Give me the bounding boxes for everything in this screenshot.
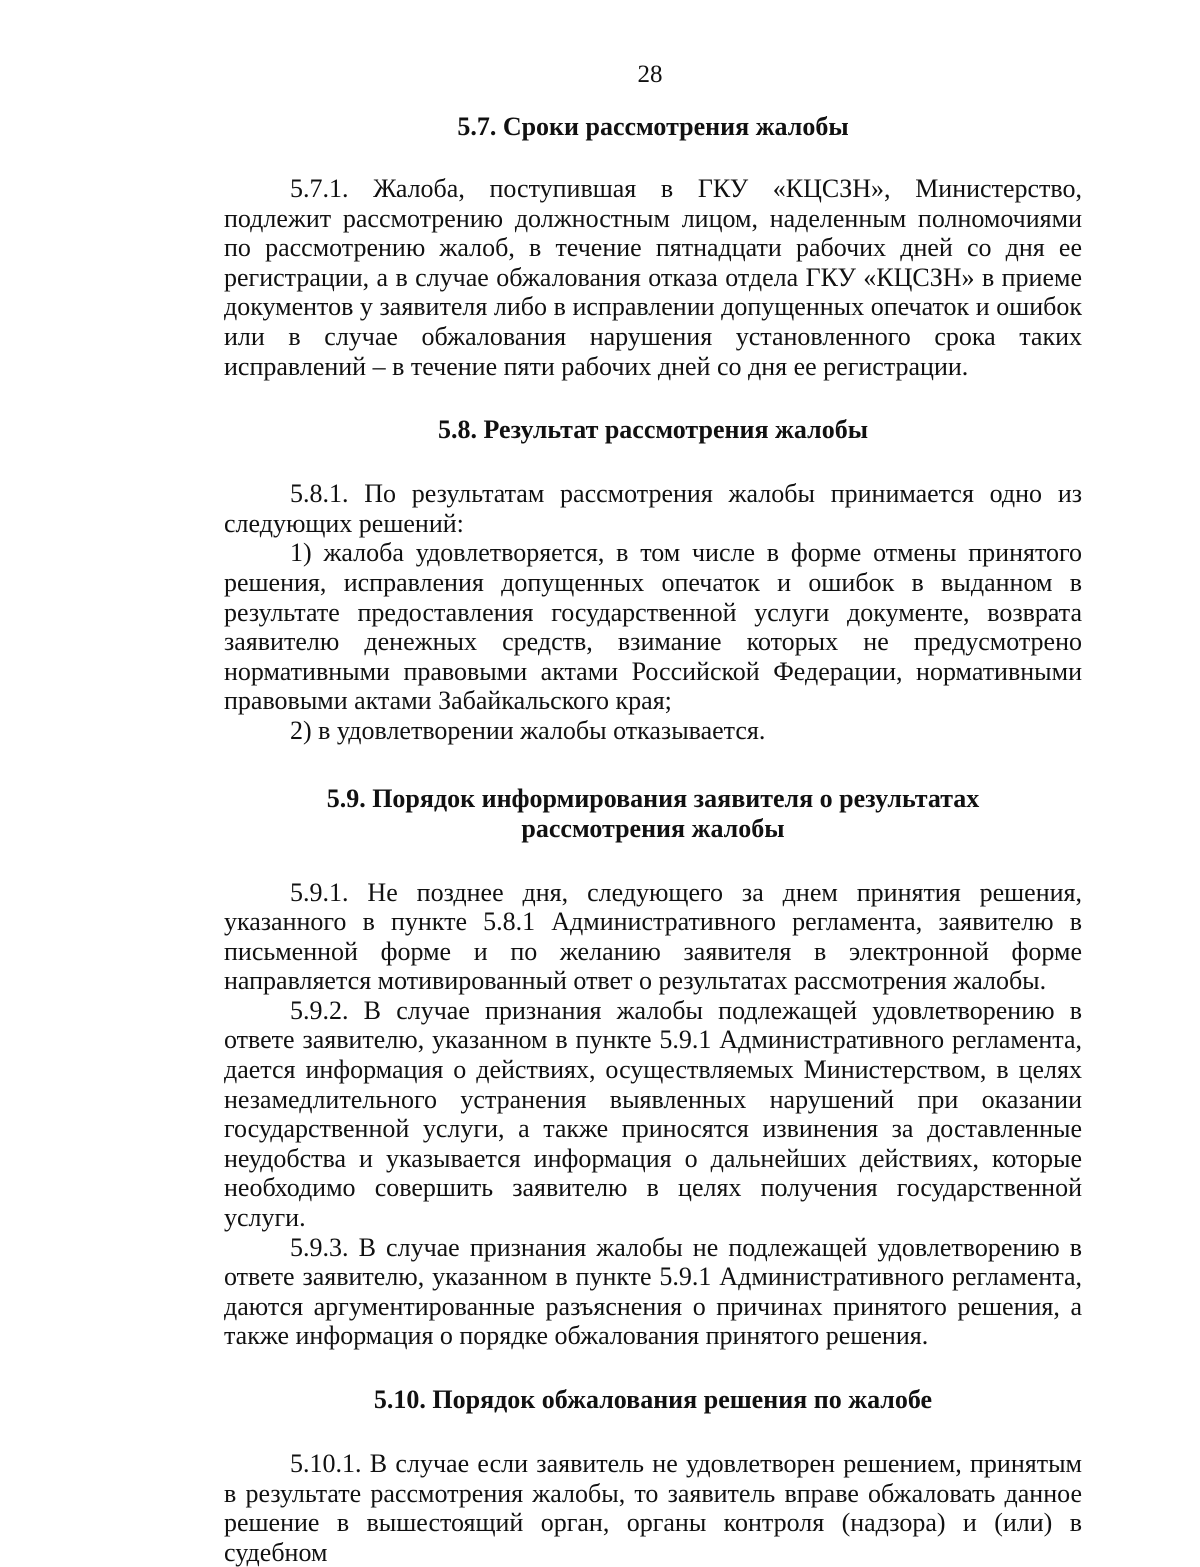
- paragraph-5-9-2: 5.9.2. В случае признания жалобы подлежащей удовлетворению в ответе заявителю, указанном в пункте 5.9.1 Административного регламента, дается информация о действиях, осуществляемых Министерством, в целях незамедлительного устранения выявленных нарушений при оказании государственной услуги, а также приносятся извинения за доставленные неудобства и указывается информация о дальнейших действиях, которые необходимо совершить заявителю в целях получения государственной услуги.: [224, 995, 1082, 1233]
- section-heading-5-9: [224, 784, 1082, 844]
- paragraph-5-7-1: 5.7.1. Жалоба, поступившая в ГКУ «КЦСЗН», Министерство, подлежит рассмотрению должностным лицом, наделенным полномочиями по рассмотрению жалоб, в течение пятнадцати рабочих дней со дня ее регистрации, а в случае обжалования отказа отдела ГКУ «КЦСЗН» в приеме документов у заявителя либо в исправлении допущенных опечаток и ошибок или в случае обжалования нарушения установленного срока таких исправлений – в течение пяти рабочих дней со дня ее регистрации.: [224, 174, 1082, 381]
- section-heading-5-8: 5.8. Результат рассмотрения жалобы: [437, 415, 868, 445]
- document-body: [224, 112, 1082, 1567]
- section-heading-5-7: 5.7. Сроки рассмотрения жалобы: [457, 112, 849, 141]
- paragraph-5-8-1-item-2: 2) в удовлетворении жалобы отказывается.: [290, 715, 766, 745]
- paragraph-5-9-3: 5.9.3. В случае признания жалобы не подлежащей удовлетворению в ответе заявителю, указанном в пункте 5.9.1 Административного регламента, даются аргументированные разъяснения о причинах принятого решения, а также информация о порядке обжалования принятого решения.: [224, 1232, 1082, 1351]
- section-heading-5-10: 5.10. Порядок обжалования решения по жалобе: [373, 1385, 933, 1414]
- paragraph-5-10-1: 5.10.1. В случае если заявитель не удовлетворен решением, принятым в результате рассмотрения жалобы, то заявитель вправе обжаловать данное решение в вышестоящий орган, органы контроля (надзора) и (или) в судебном: [224, 1449, 1082, 1567]
- paragraph-5-9-1: 5.9.1. Не позднее дня, следующего за днем принятия решения, указанного в пункте 5.8.1 Административного регламента, заявителю в письменной форме и по желанию заявителя в электронной форме направляется мотивированный ответ о результатах рассмотрения жалобы.: [224, 877, 1082, 996]
- section-heading-5-9-line-1: 5.9. Порядок информирования заявителя о результатах: [326, 783, 980, 813]
- section-heading-5-9-line-2: рассмотрения жалобы: [521, 813, 785, 843]
- paragraph-5-8-1-item-1: 1) жалоба удовлетворяется, в том числе в форме отмены принятого решения, исправления допущенных опечаток и ошибок в выданном в результате предоставления государственной услуги документе, возврата заявителю денежных средств, взимание которых не предусмотрено нормативными правовыми актами Российской Федерации, нормативными правовыми актами Забайкальского края;: [224, 538, 1082, 716]
- page-number: 28: [637, 61, 663, 88]
- paragraph-5-8-1: 5.8.1. По результатам рассмотрения жалобы принимается одно из следующих решений:: [224, 479, 1082, 538]
